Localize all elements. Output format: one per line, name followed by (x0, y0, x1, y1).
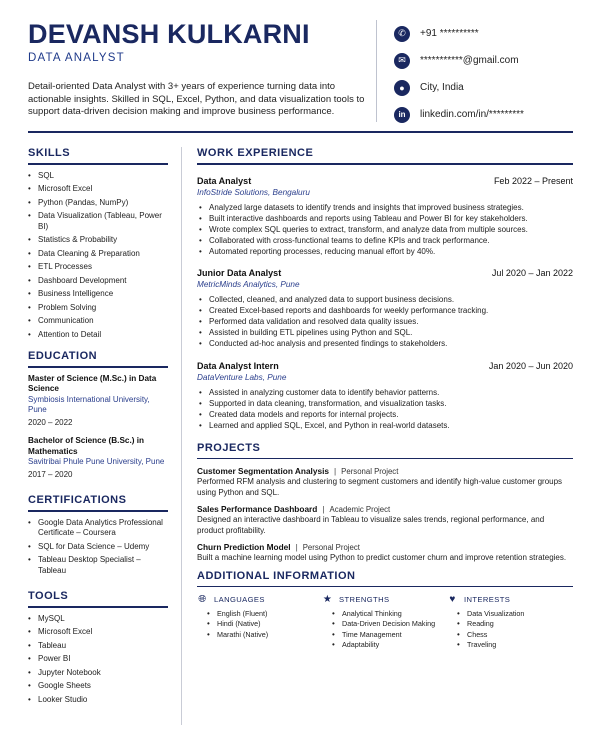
job-bullet: • Assisted in building ETL pipelines using Python and SQL. (197, 328, 573, 339)
job-bullets (197, 295, 573, 350)
project-type: Personal Project (302, 543, 360, 553)
strengths-list (322, 609, 447, 650)
linkedin-icon: in (394, 107, 410, 123)
section-rule (28, 510, 168, 512)
strengths-heading: STRENGTHS (339, 595, 390, 605)
degree: Bachelor of Science (B.Sc.) in Mathematics (28, 436, 145, 456)
contact-block (394, 20, 594, 128)
school: Savitribai Phule Pune University, Pune (28, 457, 165, 466)
skills-list (28, 171, 168, 341)
tool-item: • MySQL (28, 614, 168, 625)
interest-item: • Data Visualization (447, 609, 572, 619)
job-bullet: • Performed data validation and resolved data quality issues. (197, 317, 573, 328)
project-name: Customer Segmentation Analysis (197, 466, 330, 477)
job-bullet: • Collaborated with cross-functional teams to define KPIs and track performance. (197, 236, 573, 247)
project-type: Academic Project (329, 505, 391, 515)
tool-item: • Microsoft Excel (28, 627, 168, 638)
job-bullets (197, 388, 573, 432)
certification-item: • SQL for Data Science – Udemy (28, 542, 168, 553)
certifications-section (28, 494, 168, 576)
job-company: MetricMinds Analytics, Pune (197, 280, 300, 290)
skill-item: • Communication (28, 316, 168, 327)
tool-item: • Power BI (28, 654, 168, 665)
location-pin-icon: ● (394, 80, 410, 96)
phone-icon: ✆ (394, 26, 410, 42)
language-item: • Marathi (Native) (197, 630, 322, 640)
job-company: InfoStride Solutions, Bengaluru (197, 187, 310, 197)
strength-item: • Adaptability (322, 640, 447, 650)
section-rule (197, 458, 573, 460)
school: Symbiosis International University, Pune (28, 394, 150, 414)
job-title: Junior Data Analyst (197, 268, 282, 279)
skill-item: • Attention to Detail (28, 330, 168, 341)
job-bullet: • Analyzed large datasets to identify trends and insights that improved business strategies. (197, 203, 573, 214)
section-title-education: EDUCATION (28, 350, 98, 362)
project-type: Personal Project (341, 467, 399, 477)
section-title-experience: WORK EXPERIENCE (197, 147, 314, 159)
languages-heading: LANGUAGES (214, 595, 265, 605)
interest-item: • Reading (447, 619, 572, 629)
project-desc: Built a machine learning model using Python to predict customer churn and improve retention strategies. (197, 553, 567, 563)
strengths-column (322, 594, 447, 650)
language-item: • Hindi (Native) (197, 619, 322, 629)
job-bullet: • Assisted in analyzing customer data to identify behavior patterns. (197, 388, 573, 399)
linkedin-text[interactable]: linkedin.com/in/********* (420, 109, 524, 120)
globe-icon: 🌐︎ (198, 594, 207, 606)
projects-section (197, 442, 573, 564)
column-divider (181, 147, 182, 725)
interests-list (447, 609, 572, 650)
job-dates: Jan 2020 – Jun 2020 (488, 360, 573, 371)
additional-columns (197, 594, 573, 650)
left-column (28, 147, 168, 708)
job-bullet: • Supported in data cleaning, transformation, and visualization tasks. (197, 399, 573, 410)
email-icon: ✉ (394, 53, 410, 69)
skill-item: • SQL (28, 171, 168, 182)
summary: Detail-oriented Data Analyst with 3+ years of experience turning data into actionable insights. Skilled in SQL, Excel, Python, and data visualization tools to support data-driven decision making and improve business performance. (28, 81, 365, 117)
job-bullet: • Learned and applied SQL, Excel, and Python in real-world datasets. (197, 421, 573, 432)
job-entry (197, 360, 573, 432)
section-title-additional: ADDITIONAL INFORMATION (197, 569, 356, 582)
skill-item: • ETL Processes (28, 262, 168, 273)
strength-item: • Analytical Thinking (322, 609, 447, 619)
section-rule (197, 586, 573, 588)
location-text: City, India (420, 82, 464, 93)
job-title: Data Analyst Intern (197, 360, 279, 371)
project-entry (197, 504, 573, 536)
skill-item: • Statistics & Probability (28, 235, 168, 246)
contact-phone (394, 20, 594, 47)
separator: | (334, 466, 337, 477)
project-desc: Designed an interactive dashboard in Tableau to visualize sales trends, regional performance, and product profitability. (197, 515, 545, 535)
interest-item: • Traveling (447, 640, 572, 650)
section-title-tools: TOOLS (28, 590, 69, 602)
education-section (28, 350, 168, 480)
right-column (197, 147, 573, 650)
skill-item: • Microsoft Excel (28, 184, 168, 195)
job-bullet: • Built interactive dashboards and reports using Tableau and Power BI for key stakeholders. (197, 214, 573, 225)
edu-years: 2017 – 2020 (28, 469, 73, 479)
job-entry (197, 267, 573, 350)
section-rule (28, 606, 168, 608)
contact-location (394, 74, 594, 101)
additional-section (197, 570, 573, 651)
candidate-name: DEVANSH KULKARNI (28, 19, 310, 49)
header-divider (376, 20, 377, 122)
skill-item: • Python (Pandas, NumPy) (28, 198, 168, 209)
job-bullet: • Created Excel-based reports and dashboards for weekly performance tracking. (197, 306, 573, 317)
skill-item: • Data Cleaning & Preparation (28, 249, 168, 260)
degree: Master of Science (M.Sc.) in Data Science (28, 373, 157, 393)
job-bullet: • Created data models and reports for internal projects. (197, 410, 573, 421)
email-text[interactable]: ***********@gmail.com (420, 55, 519, 66)
phone-text: +91 ********** (420, 28, 479, 39)
section-title-certifications: CERTIFICATIONS (28, 494, 127, 506)
section-title-skills: SKILLS (28, 147, 71, 159)
languages-list (197, 609, 322, 640)
tool-item: • Google Sheets (28, 681, 168, 692)
project-entry (197, 466, 573, 498)
project-desc: Performed RFM analysis and clustering to segment customers and identify high-value customer groups using Python and SQL. (197, 477, 563, 497)
star-icon: ★ (322, 594, 333, 606)
section-title-projects: PROJECTS (197, 441, 261, 454)
project-entry (197, 542, 573, 564)
section-rule (28, 163, 168, 165)
job-dates: Jul 2020 – Jan 2022 (491, 268, 573, 279)
education-entry (28, 436, 168, 480)
section-rule (197, 163, 573, 165)
interests-heading: INTERESTS (464, 595, 511, 605)
edu-years: 2020 – 2022 (28, 417, 73, 427)
job-bullet: • Wrote complex SQL queries to extract, transform, and analyze data from multiple sources. (197, 225, 573, 236)
tools-section (28, 590, 168, 705)
project-name: Sales Performance Dashboard (197, 504, 318, 515)
job-dates: Feb 2022 – Present (493, 175, 573, 186)
interests-column (447, 594, 572, 650)
job-entry (197, 175, 573, 258)
separator: | (295, 542, 298, 553)
job-bullet: • Conducted ad-hoc analysis and presented findings to stakeholders. (197, 339, 573, 350)
job-bullet: • Automated reporting processes, reducing manual effort by 40%. (197, 247, 573, 258)
job-bullet: • Collected, cleaned, and analyzed data to support business decisions. (197, 295, 573, 306)
skills-section (28, 147, 168, 340)
certification-item: • Google Data Analytics Professional Certificate – Coursera (28, 518, 168, 539)
section-rule (28, 366, 168, 368)
certification-item: • Tableau Desktop Specialist – Tableau (28, 555, 168, 576)
job-company: DataVenture Labs, Pune (197, 372, 287, 382)
certifications-list (28, 518, 168, 577)
skill-item: • Business Intelligence (28, 289, 168, 300)
experience-section (197, 147, 573, 432)
contact-email[interactable] (394, 47, 594, 74)
contact-linkedin[interactable] (394, 101, 594, 128)
job-title: Data Analyst (197, 175, 252, 186)
skill-item: • Data Visualization (Tableau, Power BI) (28, 211, 168, 232)
interest-item: • Chess (447, 630, 572, 640)
strength-item: • Data-Driven Decision Making (322, 619, 447, 629)
header-rule (28, 131, 573, 133)
tools-list (28, 614, 168, 706)
tool-item: • Tableau (28, 641, 168, 652)
tool-item: • Looker Studio (28, 695, 168, 706)
skill-item: • Dashboard Development (28, 276, 168, 287)
candidate-role: DATA ANALYST (28, 52, 125, 64)
heart-icon: ♥ (449, 594, 456, 606)
education-entry (28, 374, 168, 429)
separator: | (322, 504, 325, 515)
job-bullets (197, 203, 573, 258)
skill-item: • Problem Solving (28, 303, 168, 314)
tool-item: • Jupyter Notebook (28, 668, 168, 679)
strength-item: • Time Management (322, 630, 447, 640)
language-item: • English (Fluent) (197, 609, 322, 619)
project-name: Churn Prediction Model (197, 542, 291, 553)
header (28, 18, 368, 119)
languages-column (197, 594, 322, 650)
